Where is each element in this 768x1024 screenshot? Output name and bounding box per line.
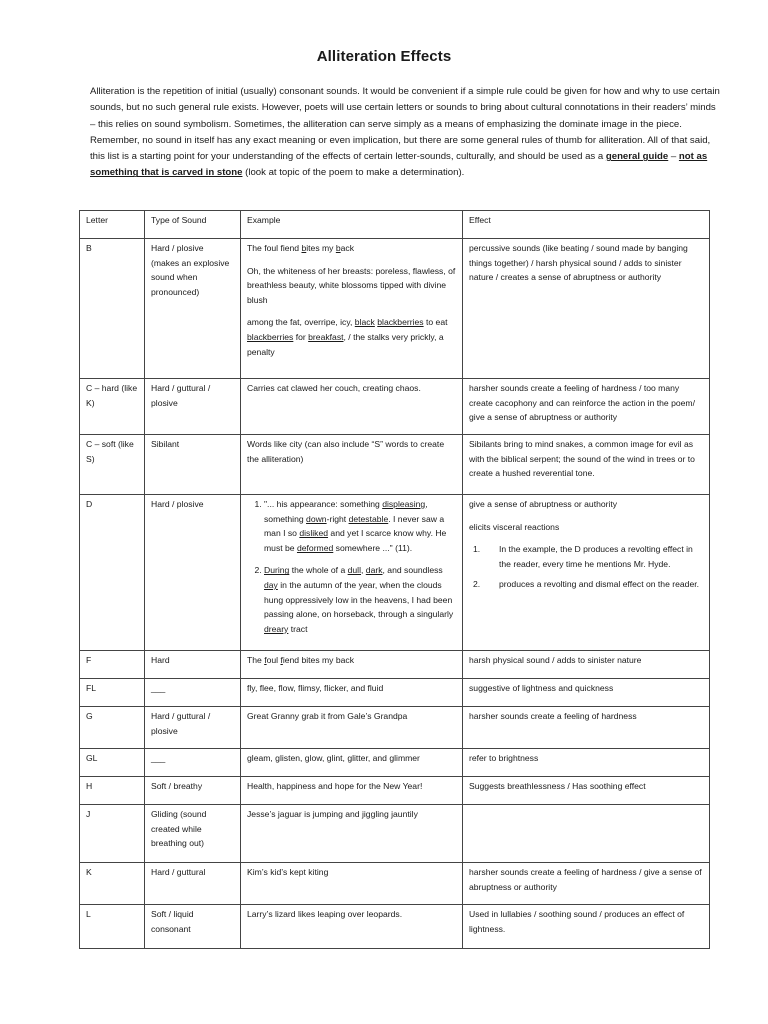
table-row: [80, 749, 710, 777]
effect-cell: Suggests breathlessness / Has soothing effect: [463, 777, 710, 805]
letter-cell: F: [80, 651, 145, 679]
list-item: 1. "... his appearance: something displeasing, something down-right detestable. I never saw a man I so disliked and yet I scarce know why. He must be deformed somewhere ..." (11).: [264, 497, 456, 555]
type-cell: Sibilant: [145, 435, 241, 495]
list-item: 1. In the example, the D produces a revolting effect in the reader, every time he mentions Mr. Hyde.: [473, 544, 693, 569]
type-cell: Hard / guttural / plosive: [145, 379, 241, 435]
type-cell: ___: [145, 749, 241, 777]
example-cell: [241, 495, 463, 651]
effect-cell: [463, 805, 710, 863]
table-row: [80, 707, 710, 749]
letter-cell: B: [80, 239, 145, 379]
table-row: [80, 239, 710, 379]
example-cell: Health, happiness and hope for the New Year!: [241, 777, 463, 805]
letter-cell: L: [80, 905, 145, 949]
page-title: Alliteration Effects: [316, 48, 452, 65]
example-cell: The foul fiend bites my back: [241, 651, 463, 679]
list-item: 2. produces a revolting and dismal effect on the reader.: [473, 579, 700, 590]
example-line: Oh, the whiteness of her breasts: poreless, flawless, of breathless beauty, white blossoms tipped with divine blush: [247, 265, 456, 305]
table-row: [80, 379, 710, 435]
intro-after: (look at topic of the poem to make a determination).: [242, 167, 465, 179]
example-cell: Kim’s kid’s kept kiting: [241, 863, 463, 905]
type-cell: Hard: [145, 651, 241, 679]
table-row: [80, 863, 710, 905]
type-cell: Gliding (sound created while breathing out): [145, 805, 241, 863]
example-line: among the fat, overripe, icy, black blackberries to eat blackberries for breakfast, / the stalks very prickly, a penalty: [247, 317, 448, 357]
header-letter: Letter: [80, 211, 145, 239]
letter-cell: D: [80, 495, 145, 651]
example-list: [247, 497, 456, 636]
letter-cell: G: [80, 707, 145, 749]
letter-cell: H: [80, 777, 145, 805]
example-cell: Larry’s lizard likes leaping over leopards.: [241, 905, 463, 949]
type-cell: Hard / plosive (makes an explosive sound when pronounced): [145, 239, 241, 379]
effect-cell: refer to brightness: [463, 749, 710, 777]
alliteration-table: [79, 210, 710, 949]
header-example: Example: [241, 211, 463, 239]
intro-general-guide: general guide: [605, 151, 669, 163]
header-effect: Effect: [463, 211, 710, 239]
effect-cell: Used in lullabies / soothing sound / produces an effect of lightness.: [463, 905, 710, 949]
intro-text: Alliteration is the repetition of initial (usually) consonant sounds. It would be convenient if a simple rule could be given for how and why to use certain sounds, but no such general rule exists. However, poets will use certain letters or sounds to bring about cultural connotations in their readers’ minds – this relies on sound symbolism. Sometimes, the alliteration can serve simply as a means of emphasizing the dominate image in the piece. Remember, no sound in itself has any exact meaning or even implication, but there are some general rules of thumb for alliteration. All of that said, this list is a starting point for your understanding of the effects of certain letter-sounds, culturally, and should be used as a: [90, 86, 720, 163]
letter-cell: GL: [80, 749, 145, 777]
table-row: [80, 777, 710, 805]
effect-cell: harsh physical sound / adds to sinister nature: [463, 651, 710, 679]
list-item: 2. During the whole of a dull, dark, and soundless day in the autumn of the year, when the clouds hung oppressively low in the heavens, I had been passing alone, on horseback, through a singularly dreary tract: [264, 563, 456, 636]
letter-cell: J: [80, 805, 145, 863]
example-cell: [241, 239, 463, 379]
header-type: Type of Sound: [145, 211, 241, 239]
type-cell: Hard / plosive: [145, 495, 241, 651]
type-cell: Soft / liquid consonant: [145, 905, 241, 949]
effect-cell: Sibilants bring to mind snakes, a common image for evil as with the biblical serpent; the sound of the wind in trees or to create a hushed reverential tone.: [463, 435, 710, 495]
intro-not-carved: not as something that is carved in stone: [90, 151, 708, 179]
type-cell: Hard / guttural: [145, 863, 241, 905]
table-row: [80, 805, 710, 863]
effect-cell: harsher sounds create a feeling of hardness / give a sense of abruptness or authority: [463, 863, 710, 905]
effect-line: elicits visceral reactions: [469, 521, 560, 532]
example-line: The foul fiend bites my back: [247, 243, 355, 253]
letter-cell: FL: [80, 679, 145, 707]
effect-cell: percussive sounds (like beating / sound made by banging things together) / harsh physical sound / adds to sinister nature / creates a sense of abruptness or authority: [463, 239, 710, 379]
effect-cell: suggestive of lightness and quickness: [463, 679, 710, 707]
table-row: [80, 435, 710, 495]
effect-cell: [463, 495, 710, 651]
type-cell: Soft / breathy: [145, 777, 241, 805]
type-cell: Hard / guttural / plosive: [145, 707, 241, 749]
effect-line: give a sense of abruptness or authority: [469, 499, 618, 509]
letter-cell: C – soft (like S): [80, 435, 145, 495]
table-row: [80, 679, 710, 707]
table-row: [80, 651, 710, 679]
effect-cell: harsher sounds create a feeling of hardness / too many create cacophony and can reinforce the action in the poem/ give a sense of abruptness or authority: [463, 379, 710, 435]
table-row: [80, 495, 710, 651]
example-cell: Carries cat clawed her couch, creating chaos.: [241, 379, 463, 435]
effect-cell: harsher sounds create a feeling of hardness: [463, 707, 710, 749]
example-cell: fly, flee, flow, flimsy, flicker, and fluid: [241, 679, 463, 707]
letter-cell: C – hard (like K): [80, 379, 145, 435]
effect-list: [469, 542, 703, 592]
letter-cell: K: [80, 863, 145, 905]
intro-paragraph: [90, 84, 720, 182]
example-cell: gleam, glisten, glow, glint, glitter, and glimmer: [241, 749, 463, 777]
example-cell: Great Granny grab it from Gale’s Grandpa: [241, 707, 463, 749]
example-cell: Words like city (can also include “S” words to create the alliteration): [241, 435, 463, 495]
intro-dash: –: [668, 151, 679, 163]
type-cell: ___: [145, 679, 241, 707]
example-cell: Jesse’s jaguar is jumping and jiggling jauntily: [241, 805, 463, 863]
table-header-row: [80, 211, 710, 239]
table-row: [80, 905, 710, 949]
